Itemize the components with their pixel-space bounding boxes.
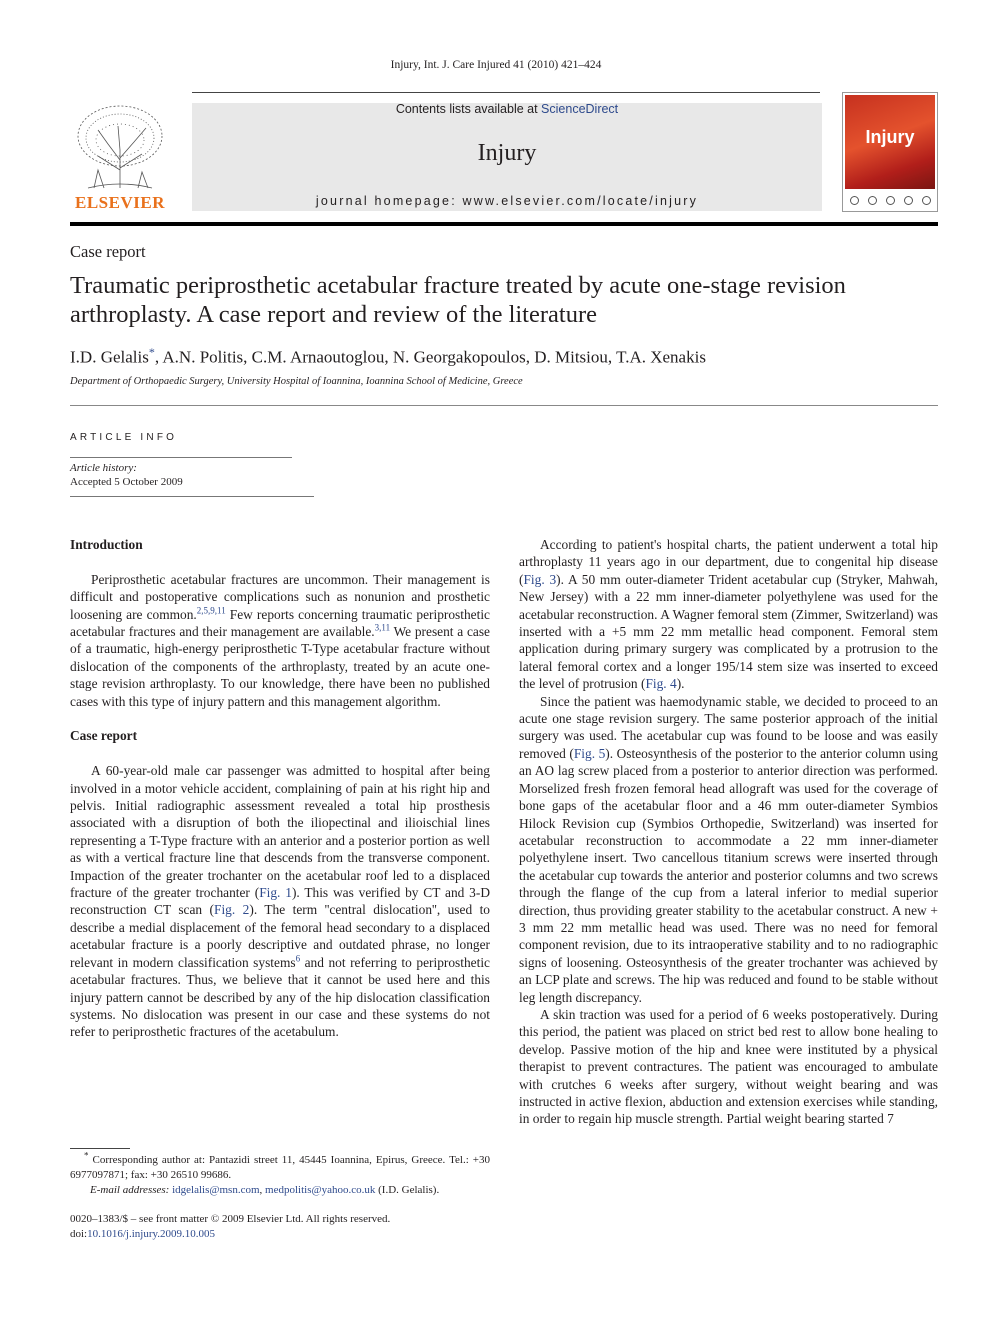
- issn-line: 0020–1383/$ – see front matter © 2009 Elsevier Ltd. All rights reserved.: [70, 1213, 391, 1225]
- cover-society-logos: [845, 190, 935, 210]
- footnote-rule: [70, 1148, 130, 1149]
- article-history-label: Article history:: [70, 462, 137, 474]
- doi-link[interactable]: 10.1016/j.injury.2009.10.005: [87, 1228, 216, 1241]
- title-divider: [70, 405, 938, 406]
- footnote-marker: *: [84, 1150, 89, 1161]
- author-list: [70, 345, 706, 368]
- header-divider: [70, 222, 938, 226]
- article-info-rule: [70, 496, 314, 497]
- doi-line: doi:10.1016/j.injury.2009.10.005: [70, 1228, 216, 1241]
- accepted-date: Accepted 5 October 2009: [70, 476, 183, 488]
- email-link[interactable]: idgelalis@msn.com: [172, 1184, 260, 1197]
- intro-paragraph: Periprosthetic acetabular fractures are uncommon. Their management is difficult and postoperative complications such as nonunion and prosthetic loosening are common.$^{2,5,9,11}$ Few reports concerning traumatic periprosthetic acetabular fractures and their management are available.$^{3,11}$ We present a case of a traumatic, high-energy periprosthetic T-Type acetabular fracture without dislocation of the components of the arthroplasty, treated by an acute one-stage revision arthroplasty. To our knowledge, there have been no published cases with this type of injury pattern and this management algorithm.: [70, 571, 491, 709]
- section-heading-introduction: Introduction: [70, 537, 143, 552]
- body-paragraph: A skin traction was used for a period of 6 weeks postoperatively. During this period, the patient was placed on strict bed rest to allow bone healing to develop. Passive motion of the hip and knee were instituted by a physical therapist to prevent contractures. The patient was encouraged to ambulate with crutches 6 weeks after surgery, without weight bearing and was instructed in active flexion, abduction and extension exercises while standing, in order to regain hip muscle strength. Partial weight bearing started 7: [519, 1006, 938, 1127]
- left-column: [70, 536, 490, 1041]
- society-logo-icon: [850, 196, 859, 205]
- article-title: Traumatic periprosthetic acetabular fracture treated by acute one-stage revision arthroplasty. A case report and review of the literature: [70, 272, 846, 328]
- figure-link[interactable]: Fig. 4: [645, 676, 677, 692]
- email-link[interactable]: medpolitis@yahoo.co.uk: [265, 1184, 376, 1197]
- society-logo-icon: [886, 196, 895, 205]
- corresponding-author-marker[interactable]: *: [148, 345, 155, 359]
- reference-link[interactable]: 6: [295, 953, 301, 964]
- section-heading-case-report: Case report: [70, 728, 138, 744]
- figure-link[interactable]: Fig. 2: [214, 902, 250, 918]
- body-paragraph: Since the patient was haemodynamic stable, we decided to proceed to an acute one stage revision surgery. The same posterior approach of the initial surgery was used. The acetabular cup was found to be loose and was easily removed (Fig. 5). Osteosynthesis of the posterior to the anterior column using an AO lag screw placed from a posterior to anterior direction was performed. Morselized fresh frozen femoral head allograft was used for the coverage of bone gaps of the acetabular floor and a 46 mm outer-diameter Symbios Hilock Revision cup (Symbios Orthopedie, Switzerland) was inserted for acetabular reconstruction to accommodate a 22 mm inner-diameter polyethylene insert. Two cancellous titanium screws were inserted through the acetabular cup towards the anterior and posterior columns and two screws through the flange of the cup from a lateral inferior to medial superior direction, thus providing greater stability to the acetabular construct. A new + 3 mm 22 mm metallic head was used. There was no need for femoral component revision, due to its intraoperative stability and to no radiographic signs of loosening. Osteosynthesis of the greater trochanter was achieved by an LCP plate and screws. The hip was reduced and found to be stable without leg length discrepancy.: [519, 693, 938, 1005]
- author-rest: , A.N. Politis, C.M. Arnaoutoglou, N. Georgakopoulos, D. Mitsiou, T.A. Xenakis: [154, 347, 706, 367]
- corresponding-footnote: * Corresponding author at: Pantazidi street 11, 45445 Ioannina, Epirus, Greece. Tel.: +30 6977097871; fax: +30 26510 99686. E-mail addresses: idgelalis@msn.com, medpolitis@yahoo.co.uk (I.D. Gelalis).: [70, 1150, 490, 1197]
- reference-link[interactable]: 3,11: [374, 622, 391, 633]
- journal-name: Injury: [477, 140, 537, 166]
- cover-title: Injury: [865, 127, 915, 147]
- journal-cover[interactable]: [842, 92, 938, 212]
- contents-line: [192, 102, 822, 116]
- article-type: Case report: [70, 242, 146, 261]
- copyright-block: [70, 1212, 390, 1242]
- right-column: [519, 536, 938, 1128]
- article-info-heading: ARTICLE INFO: [70, 432, 178, 443]
- figure-link[interactable]: Fig. 1: [259, 885, 292, 901]
- reference-link[interactable]: 2,5,9,11: [196, 605, 226, 616]
- society-logo-icon: [868, 196, 877, 205]
- figure-link[interactable]: Fig. 3: [523, 571, 557, 587]
- author-first: I.D. Gelalis: [70, 347, 149, 367]
- affiliation: Department of Orthopaedic Surgery, University Hospital of Ioannina, Ioannina School of Medicine, Greece: [70, 376, 523, 387]
- email-label: E-mail addresses:: [90, 1184, 173, 1197]
- case-paragraph: A 60-year-old male car passenger was admitted to hospital after being involved in a motor vehicle accident, complaining of pain at his right hip and pelvis. Initial radiographic assessment revealed a total hip prosthesis associated with a disruption of both the iliopectinal and ilioischial lines representing a T-Type fracture with an anterior and a posterior portion as well as with a vertical fracture line that descends from the transverse component. Impaction of the greater trochanter on the acetabular roof led to a displaced fracture of the greater trochanter (Fig. 1). This was verified by CT and 3-D reconstruction CT scan (Fig. 2). The term ''central dislocation'', used to describe a medial displacement of the femoral head secondary to a displaced acetabular fracture is a poorly descriptive and outdated phrase, no longer relevant in modern classification systems$^6$ and not referring to periprosthetic acetabular fractures. Thus, we believe that it cannot be used here and this injury pattern cannot be described by any of the hip dislocation classification systems. No dislocation was present in our case and these systems do not refer to periprosthetic fractures of the acetabulum.: [70, 763, 490, 1040]
- header-rule: [192, 92, 820, 93]
- sciencedirect-link[interactable]: ScienceDirect: [541, 102, 619, 116]
- contents-prefix: Contents lists available at: [395, 102, 542, 116]
- society-logo-icon: [922, 196, 931, 205]
- cover-artwork: [845, 95, 935, 189]
- body-paragraph: According to patient's hospital charts, the patient underwent a total hip arthroplasty 11 years ago in our department, due to congenital hip disease (Fig. 3). A 50 mm outer-diameter Trident acetabular cup (Stryker, Mahwah, New Jersey) with a 22 mm inner-diameter polyethylene was used for the acetabular reconstruction. A Wagner femoral stem (Zimmer, Switzerland) was inserted with a +5 mm 22 mm metallic head component. Femoral stem application during primary surgery was complicated by a protrusion to the lateral femoral cortex and a longer 195/14 stem size was inserted to exceed the level of protrusion (Fig. 4).: [519, 537, 938, 692]
- article-info-rule: [70, 457, 292, 458]
- elsevier-wordmark: ELSEVIER: [75, 193, 165, 212]
- journal-homepage[interactable]: journal homepage: www.elsevier.com/locate/injury: [315, 194, 699, 208]
- journal-citation: Injury, Int. J. Care Injured 41 (2010) 421–424: [390, 59, 602, 71]
- figure-link[interactable]: Fig. 5: [573, 745, 606, 761]
- society-logo-icon: [904, 196, 913, 205]
